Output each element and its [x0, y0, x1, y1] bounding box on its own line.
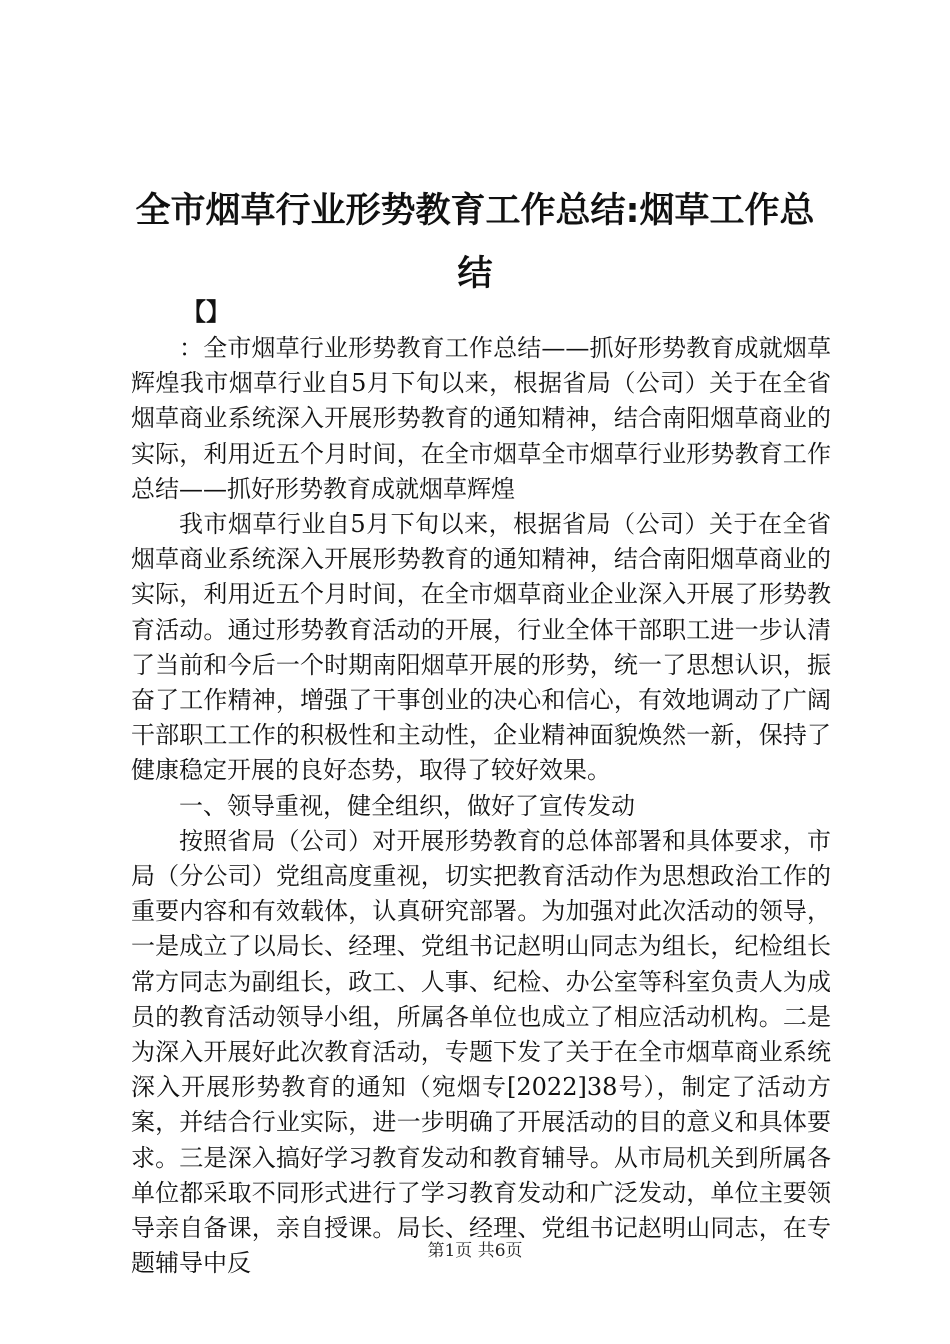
section-heading-1: 一、领导重视，健全组织，做好了宣传发动 — [179, 791, 635, 820]
paragraph-intro: ：全市烟草行业形势教育工作总结——抓好形势教育成就烟草辉煌我市烟草行业自5月下旬以来，根据省局（公司）关于在全省烟草商业系统深入开展形势教育的通知精神，结合南阳烟草商业的实际，利用近五个月时间，在全市烟草全市烟草行业形势教育工作总结——抓好形势教育成就烟草辉煌 — [131, 334, 831, 503]
page-footer: 第1页 共6页 — [427, 1241, 523, 1261]
paragraph-overview: 我市烟草行业自5月下旬以来，根据省局（公司）关于在全省烟草商业系统深入开展形势教育的通知精神，结合南阳烟草商业的实际，利用近五个月时间，在全市烟草商业企业深入开展了形势教育活动。通过形势教育活动的开展，行业全体干部职工进一步认清了当前和今后一个时期南阳烟草开展的形势，统一了思想认识，振奋了工作精神，增强了干事创业的决心和信心，有效地调动了广阔干部职工工作的积极性和主动性，企业精神面貌焕然一新，保持了健康稳定开展的良好态势，取得了较好效果。 — [131, 510, 831, 785]
bracket-placeholder: 【】 — [182, 298, 230, 326]
paragraph-section-1: 按照省局（公司）对开展形势教育的总体部署和具体要求，市局（分公司）党组高度重视，切实把教育活动作为思想政治工作的重要内容和有效载体，认真研究部署。为加强对此次活动的领导，一是成立了以局长、经理、党组书记赵明山同志为组长，纪检组长常方同志为副组长，政工、人事、纪检、办公室等科室负责人为成员的教育活动领导小组，所属各单位也成立了相应活动机构。二是为深入开展好此次教育活动，专题下发了关于在全市烟草商业系统深入开展形势教育的通知（宛烟专[2022]38号），制定了活动方案，并结合行业实际，进一步明确了开展活动的目的意义和具体要求。三是深入搞好学习教育发动和教育辅导。从市局机关到所属各单位都采取不同形式进行了学习教育发动和广泛发动，单位主要领导亲自备课，亲自授课。局长、经理、党组书记赵明山同志，在专题辅导中反 — [131, 826, 831, 1278]
document-body — [131, 331, 831, 1281]
document-title: 全市烟草行业形势教育工作总结:烟草工作总结 — [135, 191, 815, 294]
